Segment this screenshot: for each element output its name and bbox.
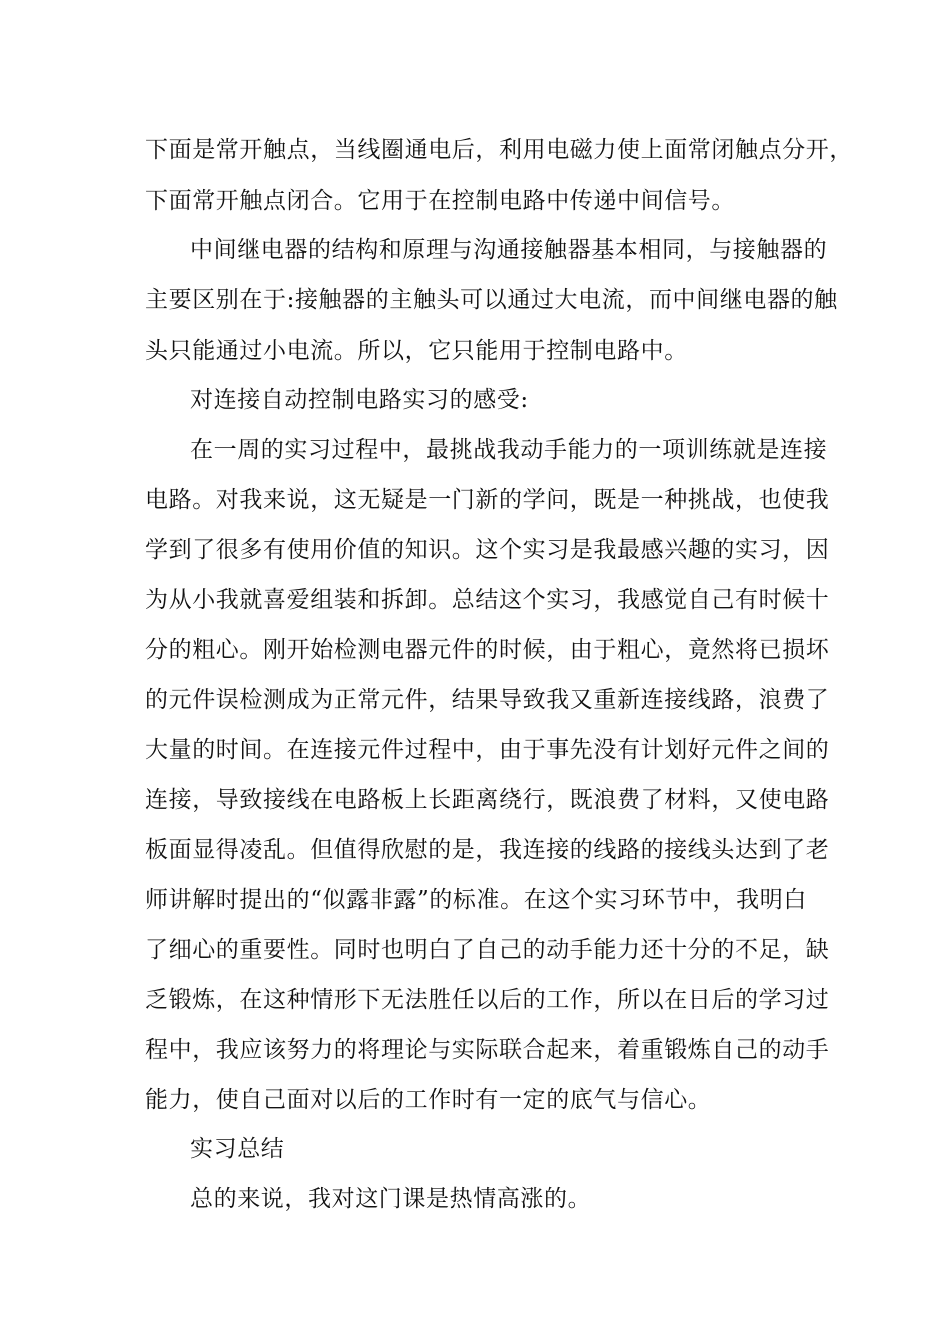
text-line: 下面常开触点闭合。它用于在控制电路中传递中间信号。 xyxy=(145,188,735,214)
text-line: 总的来说，我对这门课是热情高涨的。 xyxy=(190,1186,592,1212)
text-line: 主要区别在于:接触器的主触头可以通过大电流，而中间继电器的触 xyxy=(145,287,838,313)
text-line: 的元件误检测成为正常元件，结果导致我又重新连接线路，浪费了 xyxy=(145,687,830,713)
text-line: 大量的时间。在连接元件过程中，由于事先没有计划好元件之间的 xyxy=(145,737,830,763)
text-line: 乏锻炼，在这种情形下无法胜任以后的工作，所以在日后的学习过 xyxy=(145,987,830,1013)
text-line: 能力，使自己面对以后的工作时有一定的底气与信心。 xyxy=(145,1087,712,1113)
text-line: 电路。对我来说，这无疑是一门新的学问，既是一种挑战，也使我 xyxy=(145,487,830,513)
text-line: 中间继电器的结构和原理与沟通接触器基本相同，与接触器的 xyxy=(190,237,828,263)
text-line: 在一周的实习过程中，最挑战我动手能力的一项训练就是连接 xyxy=(190,437,828,463)
section-heading: 实习总结 xyxy=(190,1136,285,1162)
text-line: 板面显得凌乱。但值得欣慰的是，我连接的线路的接线头达到了老 xyxy=(145,837,830,863)
text-line: 头只能通过小电流。所以，它只能用于控制电路中。 xyxy=(145,338,688,364)
section-heading: 对连接自动控制电路实习的感受: xyxy=(190,387,529,413)
text-line: 分的粗心。刚开始检测电器元件的时候，由于粗心，竟然将已损坏 xyxy=(145,637,830,663)
text-line: 师讲解时提出的“似露非露”的标准。在这个实习环节中，我明白 xyxy=(145,887,807,913)
text-line: 了细心的重要性。同时也明白了自己的动手能力还十分的不足，缺 xyxy=(145,937,830,963)
text-line: 程中，我应该努力的将理论与实际联合起来，着重锻炼自己的动手 xyxy=(145,1037,830,1063)
text-line: 为从小我就喜爱组装和拆卸。总结这个实习，我感觉自己有时候十 xyxy=(145,587,830,613)
text-line: 连接，导致接线在电路板上长距离绕行，既浪费了材料，又使电路 xyxy=(145,787,830,813)
text-line: 下面是常开触点，当线圈通电后，利用电磁力使上面常闭触点分开， xyxy=(145,137,853,163)
text-line: 学到了很多有使用价值的知识。这个实习是我最感兴趣的实习，因 xyxy=(145,537,830,563)
